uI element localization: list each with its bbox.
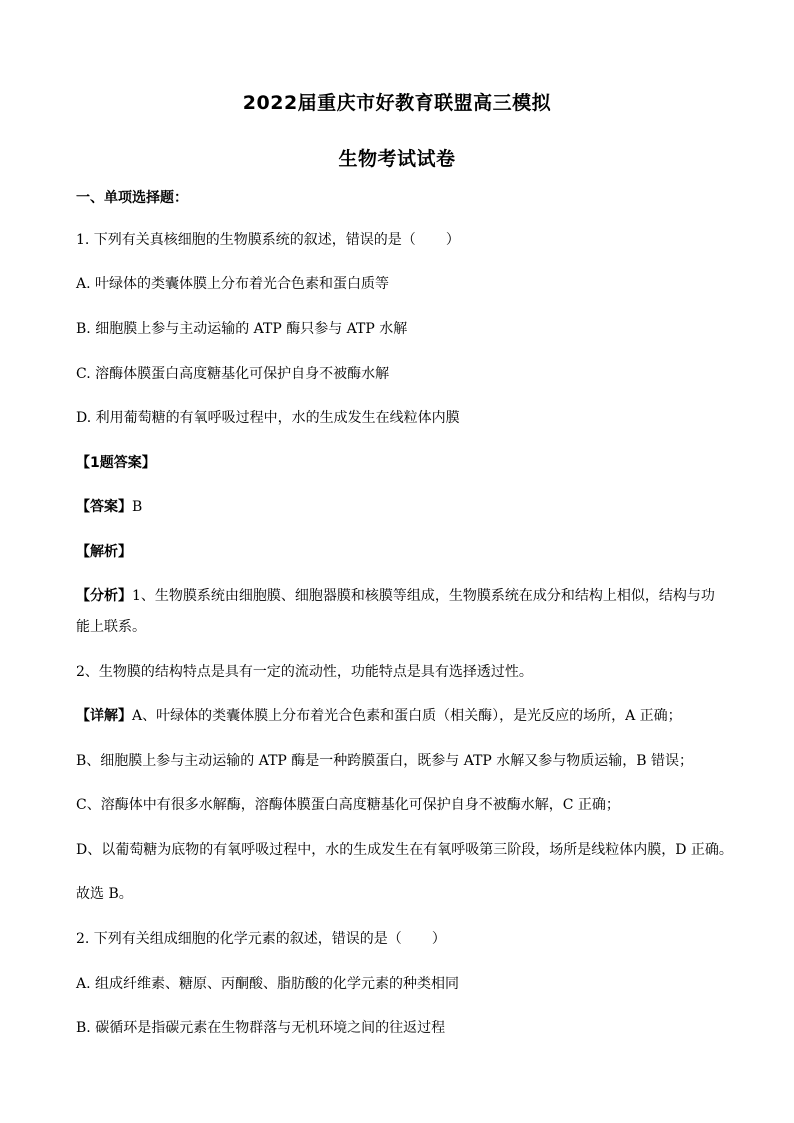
conclusion: 故选 B。: [76, 886, 133, 902]
question-1-option-a: A. 叶绿体的类囊体膜上分布着光合色素和蛋白质等: [76, 276, 390, 292]
detail-paragraph-b: B、细胞膜上参与主动运输的 ATP 酶是一种跨膜蛋白，既参与 ATP 水解又参与物质运输，B 错误；: [76, 753, 694, 769]
question-1-option-d: D. 利用葡萄糖的有氧呼吸过程中，水的生成发生在线粒体内膜: [76, 410, 460, 426]
answer-value: B: [132, 499, 143, 515]
analysis-text-1: 1、生物膜系统由细胞膜、细胞器膜和核膜等组成，生物膜系统在成分和结构上相似，结构与功能上联系。: [76, 588, 715, 635]
question-2-stem: [76, 930, 726, 948]
detail-label: 【详解】: [76, 708, 132, 724]
question-1-option-b: B. 细胞膜上参与主动运输的 ATP 酶只参与 ATP 水解: [76, 321, 408, 337]
detail-paragraph-d: D、以葡萄糖为底物的有氧呼吸过程中，水的生成发生在有氧呼吸第三阶段，场所是线粒体内膜，D 正确。: [76, 842, 733, 858]
detail-paragraph-c: C、溶酶体中有很多水解酶，溶酶体膜蛋白高度糖基化可保护自身不被酶水解，C 正确；: [76, 797, 620, 813]
question-2-option-a: A. 组成纤维素、糖原、丙酮酸、脂肪酸的化学元素的种类相同: [76, 976, 460, 992]
analysis-label: 【分析】: [76, 588, 132, 604]
answer-section-heading: 【1题答案】: [76, 455, 156, 471]
question-1-option-c: C. 溶酶体膜蛋白高度糖基化可保护自身不被酶水解: [76, 366, 390, 382]
question-2-stem-text: 2. 下列有关组成细胞的化学元素的叙述，错误的是（: [76, 931, 402, 947]
exam-title-line2: 生物考试试卷: [338, 148, 456, 170]
question-1-stem-text: 1. 下列有关真核细胞的生物膜系统的叙述，错误的是（: [76, 232, 416, 248]
question-2-stem-close: ）: [431, 931, 446, 947]
question-2-option-b: B. 碳循环是指碳元素在生物群落与无机环境之间的往返过程: [76, 1020, 446, 1036]
detail-paragraph-a: [76, 707, 726, 725]
analysis-paragraph-1: [76, 581, 726, 643]
exam-title-line1: 2022届重庆市好教育联盟高三模拟: [242, 92, 552, 114]
analysis-heading: 【解析】: [76, 544, 132, 560]
answer-label: 【答案】: [76, 499, 132, 515]
question-1-stem-close: ）: [445, 232, 460, 248]
analysis-paragraph-2: 2、生物膜的结构特点是具有一定的流动性，功能特点是具有选择透过性。: [76, 664, 533, 680]
section-heading: 一、单项选择题：: [76, 190, 188, 206]
question-1-stem: [76, 231, 726, 249]
detail-text-a: A、叶绿体的类囊体膜上分布着光合色素和蛋白质（相关酶），是光反应的场所，A 正确；: [132, 708, 682, 724]
answer-line: [76, 498, 726, 516]
